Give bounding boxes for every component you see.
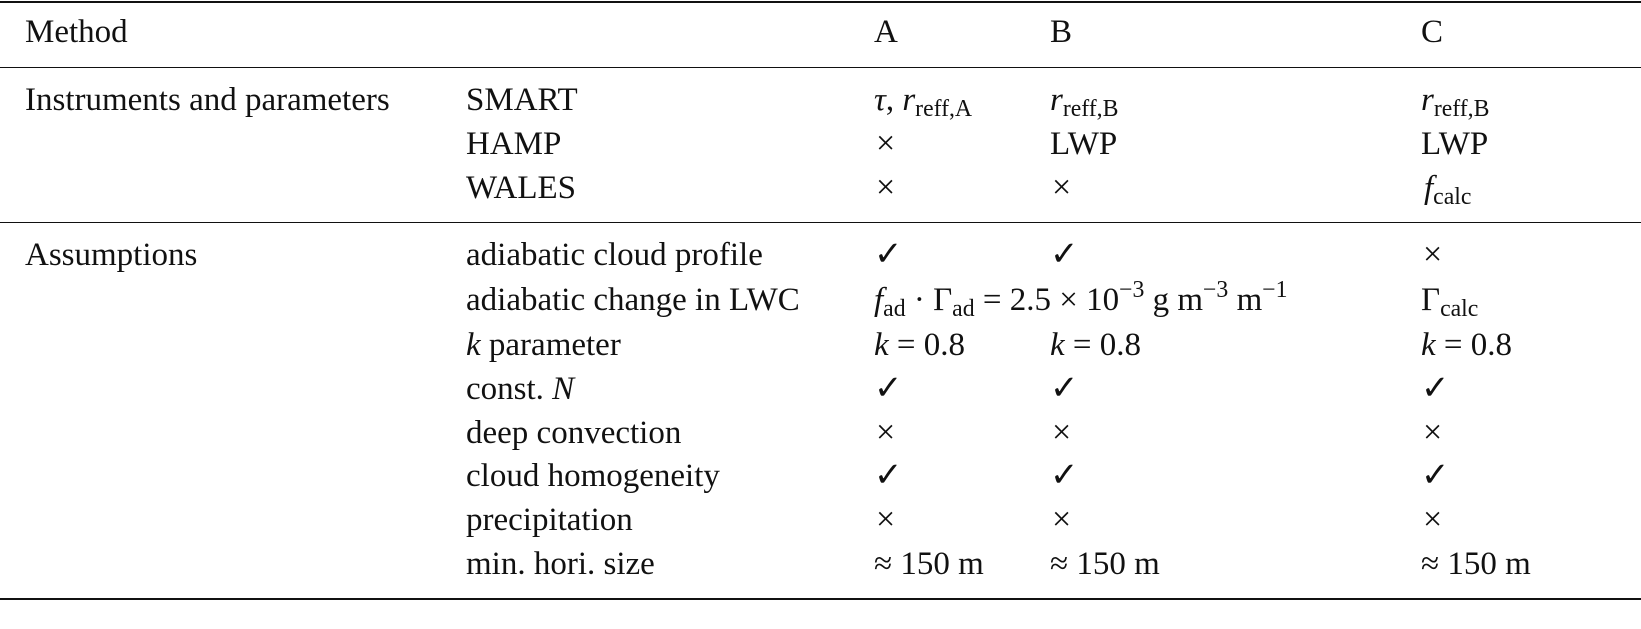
value: = 0.8	[888, 327, 966, 363]
row-hamp-name: HAMP	[466, 126, 562, 162]
row-profile-b: ✓	[1050, 236, 1079, 273]
row-k-b	[1050, 325, 1141, 365]
row-smart-c	[1421, 80, 1489, 120]
k-symbol: k	[1421, 327, 1436, 363]
row-profile-c: ×	[1423, 236, 1443, 273]
exponent: −3	[1203, 276, 1229, 303]
unit: g m	[1144, 282, 1204, 318]
row-lwc-ab	[874, 276, 1288, 322]
tau-symbol: τ	[874, 82, 886, 118]
top-rule	[0, 1, 1641, 3]
row-n-b: ✓	[1050, 370, 1079, 407]
row-size-c: ≈ 150 m	[1421, 546, 1531, 582]
f-symbol: f	[1424, 170, 1434, 206]
label: parameter	[480, 327, 621, 363]
gamma-symbol: Γ	[1421, 282, 1441, 318]
exponent: −1	[1262, 276, 1288, 303]
row-size-name: min. hori. size	[466, 546, 655, 582]
k-symbol: k	[1050, 327, 1065, 363]
row-lwc-name: adiabatic change in LWC	[466, 282, 800, 318]
row-n-a: ✓	[874, 370, 903, 407]
header-col-a: A	[874, 14, 898, 50]
k-symbol: k	[466, 327, 481, 363]
header-col-b: B	[1050, 14, 1073, 50]
row-profile-name: adiabatic cloud profile	[466, 237, 763, 273]
subscript: reff,A	[915, 95, 973, 122]
r-symbol: r	[1421, 82, 1434, 118]
row-lwc-c	[1421, 280, 1478, 320]
n-symbol: N	[552, 371, 575, 407]
header-method: Method	[25, 14, 128, 50]
row-size-a: ≈ 150 m	[874, 546, 984, 582]
row-smart-a	[874, 80, 972, 120]
row-k-name	[466, 325, 621, 365]
f-symbol: f	[874, 282, 884, 318]
row-convection-name: deep convection	[466, 415, 682, 451]
row-size-b: ≈ 150 m	[1050, 546, 1160, 582]
r-symbol: r	[1050, 82, 1063, 118]
instruments-group-label: Instruments and parameters	[25, 82, 390, 118]
header-col-c: C	[1421, 14, 1444, 50]
row-smart-b	[1050, 80, 1118, 120]
subscript: calc	[1433, 183, 1472, 210]
row-homogeneity-name: cloud homogeneity	[466, 458, 720, 494]
row-wales-c	[1424, 168, 1471, 208]
row-homogeneity-c: ✓	[1421, 457, 1450, 494]
row-n-c: ✓	[1421, 370, 1450, 407]
label: const.	[466, 371, 553, 407]
row-wales-name: WALES	[466, 170, 576, 206]
unit: m	[1228, 282, 1263, 318]
row-n-name	[466, 369, 574, 409]
row-wales-a: ×	[876, 169, 896, 206]
k-symbol: k	[874, 327, 889, 363]
row-hamp-b: LWP	[1050, 126, 1118, 162]
row-hamp-a: ×	[876, 125, 896, 162]
row-convection-c: ×	[1423, 414, 1443, 451]
row-profile-a: ✓	[874, 236, 903, 273]
row-hamp-c: LWP	[1421, 126, 1489, 162]
bottom-rule	[0, 598, 1641, 600]
row-k-a	[874, 325, 965, 365]
value: = 0.8	[1064, 327, 1142, 363]
row-homogeneity-a: ✓	[874, 457, 903, 494]
row-precipitation-c: ×	[1423, 501, 1443, 538]
r-symbol: r	[902, 82, 916, 118]
row-convection-a: ×	[876, 414, 896, 451]
row-k-c	[1421, 325, 1512, 365]
row-homogeneity-b: ✓	[1050, 457, 1079, 494]
subscript: ad	[883, 295, 906, 322]
subscript: reff,B	[1062, 95, 1119, 122]
gamma-symbol: · Γ	[905, 282, 953, 318]
value: = 0.8	[1435, 327, 1513, 363]
separator: ,	[885, 82, 895, 118]
row-smart-name: SMART	[466, 82, 578, 118]
equals-value: = 2.5 × 10	[974, 282, 1120, 318]
section-rule	[0, 222, 1641, 223]
row-precipitation-b: ×	[1052, 501, 1072, 538]
header-rule	[0, 67, 1641, 68]
row-wales-b: ×	[1052, 169, 1072, 206]
exponent: −3	[1119, 276, 1145, 303]
row-precipitation-name: precipitation	[466, 502, 633, 538]
subscript: reff,B	[1433, 95, 1490, 122]
row-convection-b: ×	[1052, 414, 1072, 451]
assumptions-group-label: Assumptions	[25, 237, 198, 273]
subscript: calc	[1440, 295, 1479, 322]
subscript: ad	[952, 295, 975, 322]
row-precipitation-a: ×	[876, 501, 896, 538]
